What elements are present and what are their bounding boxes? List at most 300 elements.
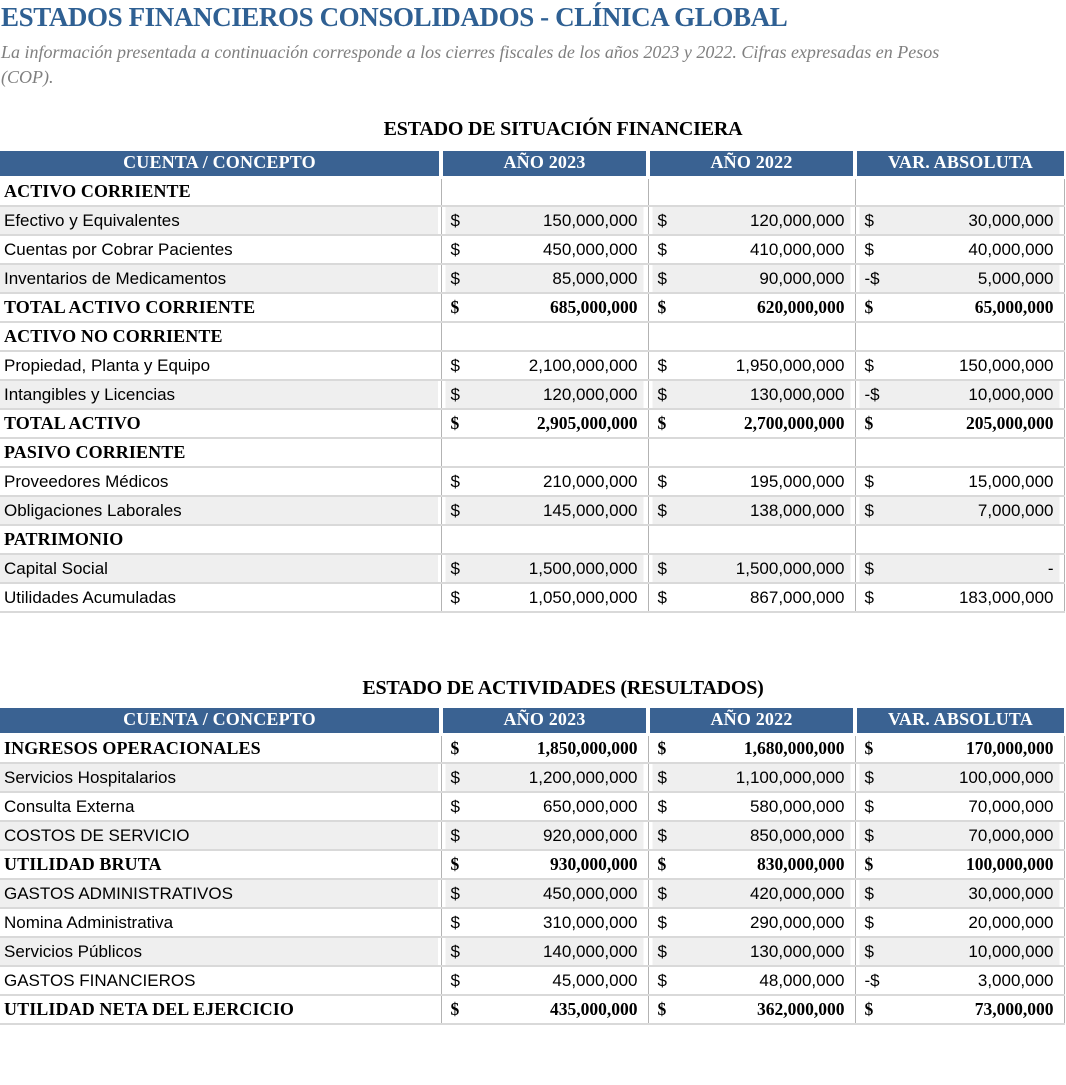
currency-symbol: $: [657, 413, 667, 433]
column-header-2023: AÑO 2023: [441, 708, 648, 734]
column-header-account: CUENTA / CONCEPTO: [0, 151, 441, 177]
amount-value: 1,050,000,000: [528, 587, 638, 607]
amount-value: 70,000,000: [968, 825, 1054, 845]
amount-value: 195,000,000: [749, 471, 845, 491]
variation-amount-cell: [855, 322, 1064, 351]
amount-2023-cell: [441, 966, 648, 995]
subtitle-line-1: La información presentada a continuación corresponde a los cierres fiscales de los años 2023 y 2022. Cifras expresadas en Pesos: [1, 42, 940, 63]
amount-2023-cell: [441, 467, 648, 496]
account-label-cell: [0, 264, 441, 293]
amount-2023-cell: [441, 937, 648, 966]
account-label-cell: [0, 937, 441, 966]
amount-2022-cell: [648, 177, 855, 206]
amount-2022-cell: [648, 583, 855, 612]
amount-2022-cell: [648, 850, 855, 879]
variation-amount-cell: [855, 467, 1064, 496]
amount-value: 435,000,000: [550, 999, 638, 1019]
amount-2022-cell: [648, 879, 855, 908]
currency-symbol: $: [864, 471, 874, 491]
amount-value: 100,000,000: [958, 767, 1054, 787]
account-label: Servicios Públicos: [4, 941, 142, 961]
currency-symbol: $: [657, 941, 667, 961]
account-label: Efectivo y Equivalentes: [4, 210, 180, 230]
amount-value: 85,000,000: [552, 268, 638, 288]
amount-value: 205,000,000: [966, 413, 1054, 433]
currency-symbol: $: [450, 355, 460, 375]
table-row: [0, 995, 1064, 1024]
account-label-cell: [0, 583, 441, 612]
column-header-variation: VAR. ABSOLUTA: [855, 151, 1064, 177]
table-row: [0, 496, 1064, 525]
amount-2022-cell: [648, 409, 855, 438]
amount-2023-cell: [441, 293, 648, 322]
amount-2023-cell: [441, 908, 648, 937]
page-subtitle: [1, 40, 1066, 90]
amount-2022-cell: [648, 908, 855, 937]
currency-symbol: $: [657, 297, 667, 317]
amount-2022-cell: [648, 264, 855, 293]
currency-symbol: $: [657, 500, 667, 520]
variation-amount-cell: [855, 554, 1064, 583]
account-label: Proveedores Médicos: [4, 471, 169, 491]
amount-2022-cell: [648, 734, 855, 763]
amount-2023-cell: [441, 525, 648, 554]
amount-2022-cell: [648, 380, 855, 409]
account-label: INGRESOS OPERACIONALES: [4, 738, 261, 759]
account-label-cell: [0, 850, 441, 879]
account-label-cell: [0, 525, 441, 554]
amount-value: 1,500,000,000: [735, 558, 845, 578]
currency-symbol: $: [450, 767, 460, 787]
subtitle-line-2: (COP).: [1, 67, 54, 88]
amount-value: 10,000,000: [968, 941, 1054, 961]
amount-2022-cell: [648, 525, 855, 554]
currency-symbol: $: [450, 413, 460, 433]
amount-value: 100,000,000: [966, 854, 1054, 874]
variation-amount-cell: [855, 763, 1064, 792]
amount-2022-cell: [648, 351, 855, 380]
table-row: [0, 351, 1064, 380]
amount-2022-cell: [648, 966, 855, 995]
account-label: PATRIMONIO: [4, 529, 124, 549]
amount-value: 40,000,000: [968, 239, 1054, 259]
currency-symbol: $: [450, 210, 460, 230]
amount-value: 120,000,000: [542, 384, 638, 404]
amount-value: 685,000,000: [550, 297, 638, 317]
table-row: [0, 879, 1064, 908]
column-header-2023: AÑO 2023: [441, 151, 648, 177]
variation-amount-cell: [855, 293, 1064, 322]
amount-2023-cell: [441, 235, 648, 264]
account-label-cell: [0, 966, 441, 995]
currency-symbol: $: [450, 999, 460, 1019]
table-row: [0, 322, 1064, 351]
amount-value: 420,000,000: [749, 883, 845, 903]
account-label: TOTAL ACTIVO: [4, 413, 141, 433]
variation-amount-cell: [855, 264, 1064, 293]
amount-2022-cell: [648, 792, 855, 821]
account-label: Inventarios de Medicamentos: [4, 268, 227, 288]
currency-symbol: -$: [864, 970, 880, 990]
currency-symbol: $: [450, 239, 460, 259]
amount-2022-cell: [648, 554, 855, 583]
variation-amount-cell: [855, 937, 1064, 966]
currency-symbol: $: [864, 297, 874, 317]
currency-symbol: $: [864, 825, 874, 845]
account-label: UTILIDAD BRUTA: [4, 854, 162, 874]
amount-value: 48,000,000: [759, 970, 845, 990]
variation-amount-cell: [855, 879, 1064, 908]
amount-value: 73,000,000: [974, 999, 1054, 1019]
income-statement-body: [0, 734, 1064, 1024]
currency-symbol: $: [450, 471, 460, 491]
account-label-cell: [0, 467, 441, 496]
amount-value: 830,000,000: [757, 854, 845, 874]
table-row: [0, 206, 1064, 235]
amount-value: 650,000,000: [542, 796, 638, 816]
amount-value: 580,000,000: [749, 796, 845, 816]
table-row: [0, 850, 1064, 879]
amount-2022-cell: [648, 438, 855, 467]
amount-value: 20,000,000: [968, 912, 1054, 932]
amount-value: 30,000,000: [968, 210, 1054, 230]
variation-amount-cell: [855, 908, 1064, 937]
currency-symbol: -$: [864, 384, 880, 404]
table-row: [0, 763, 1064, 792]
amount-2022-cell: [648, 995, 855, 1024]
amount-value: 1,680,000,000: [743, 738, 845, 759]
variation-amount-cell: [855, 995, 1064, 1024]
amount-value: 30,000,000: [968, 883, 1054, 903]
amount-2023-cell: [441, 380, 648, 409]
amount-value: 920,000,000: [542, 825, 638, 845]
amount-value: 15,000,000: [968, 471, 1054, 491]
amount-2022-cell: [648, 763, 855, 792]
variation-amount-cell: [855, 409, 1064, 438]
currency-symbol: $: [864, 796, 874, 816]
account-label: Nomina Administrativa: [4, 912, 174, 932]
account-label: COSTOS DE SERVICIO: [4, 825, 190, 845]
account-label-cell: [0, 995, 441, 1024]
currency-symbol: $: [450, 825, 460, 845]
amount-2023-cell: [441, 438, 648, 467]
currency-symbol: $: [450, 883, 460, 903]
amount-value: 410,000,000: [749, 239, 845, 259]
currency-symbol: $: [657, 796, 667, 816]
amount-value: 3,000,000: [977, 970, 1054, 990]
amount-2022-cell: [648, 293, 855, 322]
amount-value: 150,000,000: [958, 355, 1054, 375]
currency-symbol: $: [657, 912, 667, 932]
amount-2023-cell: [441, 264, 648, 293]
amount-value: 1,950,000,000: [735, 355, 845, 375]
amount-2023-cell: [441, 821, 648, 850]
column-header-variation: VAR. ABSOLUTA: [855, 708, 1064, 734]
amount-2023-cell: [441, 554, 648, 583]
account-label: Utilidades Acumuladas: [4, 587, 176, 607]
table-header: [0, 151, 1064, 177]
amount-value: 138,000,000: [749, 500, 845, 520]
amount-value: 362,000,000: [757, 999, 845, 1019]
account-label-cell: [0, 879, 441, 908]
currency-symbol: $: [450, 912, 460, 932]
variation-amount-cell: [855, 821, 1064, 850]
currency-symbol: $: [657, 854, 667, 874]
account-label: UTILIDAD NETA DEL EJERCICIO: [4, 999, 294, 1019]
currency-symbol: $: [450, 854, 460, 874]
currency-symbol: $: [864, 912, 874, 932]
variation-amount-cell: [855, 380, 1064, 409]
header-row: [0, 708, 1064, 734]
income-statement-section: [0, 677, 1066, 1025]
currency-symbol: $: [450, 970, 460, 990]
amount-2023-cell: [441, 322, 648, 351]
account-label-cell: [0, 409, 441, 438]
amount-value: 2,905,000,000: [536, 413, 638, 433]
amount-value: 7,000,000: [977, 500, 1054, 520]
variation-amount-cell: [855, 351, 1064, 380]
amount-value: 450,000,000: [542, 883, 638, 903]
table-header: [0, 708, 1064, 734]
account-label-cell: [0, 380, 441, 409]
column-header-2022: AÑO 2022: [648, 151, 855, 177]
table-row: [0, 177, 1064, 206]
account-label-cell: [0, 734, 441, 763]
currency-symbol: $: [657, 239, 667, 259]
balance-sheet-section: [0, 118, 1066, 613]
variation-amount-cell: [855, 438, 1064, 467]
variation-amount-cell: [855, 734, 1064, 763]
table-row: [0, 264, 1064, 293]
amount-value: 450,000,000: [542, 239, 638, 259]
amount-value: 290,000,000: [749, 912, 845, 932]
column-header-2022: AÑO 2022: [648, 708, 855, 734]
currency-symbol: $: [657, 471, 667, 491]
variation-amount-cell: [855, 235, 1064, 264]
currency-symbol: $: [450, 268, 460, 288]
table-row: [0, 380, 1064, 409]
currency-symbol: $: [657, 970, 667, 990]
amount-value: 170,000,000: [966, 738, 1054, 759]
account-label-cell: [0, 438, 441, 467]
amount-value: 150,000,000: [542, 210, 638, 230]
amount-value: 5,000,000: [977, 268, 1054, 288]
amount-value: 10,000,000: [968, 384, 1054, 404]
amount-2022-cell: [648, 235, 855, 264]
currency-symbol: $: [450, 738, 460, 759]
amount-value: 1,200,000,000: [528, 767, 638, 787]
currency-symbol: $: [864, 500, 874, 520]
account-label: TOTAL ACTIVO CORRIENTE: [4, 297, 256, 317]
account-label-cell: [0, 177, 441, 206]
amount-2023-cell: [441, 763, 648, 792]
amount-value: 867,000,000: [749, 587, 845, 607]
amount-value: 70,000,000: [968, 796, 1054, 816]
account-label: Servicios Hospitalarios: [4, 767, 176, 787]
currency-symbol: $: [864, 587, 874, 607]
currency-symbol: $: [450, 796, 460, 816]
column-header-account: CUENTA / CONCEPTO: [0, 708, 441, 734]
variation-amount-cell: [855, 177, 1064, 206]
table-row: [0, 821, 1064, 850]
balance-sheet-table: [0, 151, 1065, 613]
currency-symbol: $: [864, 999, 874, 1019]
amount-2022-cell: [648, 821, 855, 850]
account-label: ACTIVO CORRIENTE: [4, 181, 191, 202]
currency-symbol: $: [864, 413, 874, 433]
currency-symbol: $: [450, 558, 460, 578]
currency-symbol: $: [657, 558, 667, 578]
currency-symbol: $: [864, 854, 874, 874]
table-row: [0, 525, 1064, 554]
account-label-cell: [0, 235, 441, 264]
account-label-cell: [0, 908, 441, 937]
income-statement-table: [0, 708, 1065, 1025]
currency-symbol: $: [657, 268, 667, 288]
amount-value: 140,000,000: [542, 941, 638, 961]
amount-2022-cell: [648, 496, 855, 525]
account-label-cell: [0, 293, 441, 322]
amount-value: 310,000,000: [542, 912, 638, 932]
amount-value: 145,000,000: [542, 500, 638, 520]
table-row: [0, 908, 1064, 937]
table-row: [0, 467, 1064, 496]
account-label-cell: [0, 322, 441, 351]
amount-2022-cell: [648, 937, 855, 966]
account-label: Capital Social: [4, 558, 108, 578]
currency-symbol: $: [864, 239, 874, 259]
currency-symbol: -$: [864, 268, 880, 288]
currency-symbol: $: [864, 355, 874, 375]
amount-2023-cell: [441, 792, 648, 821]
table-row: [0, 409, 1064, 438]
variation-amount-cell: [855, 206, 1064, 235]
currency-symbol: $: [864, 738, 874, 759]
table-row: [0, 438, 1064, 467]
table-row: [0, 235, 1064, 264]
account-label: Cuentas por Cobrar Pacientes: [4, 239, 233, 259]
amount-2023-cell: [441, 206, 648, 235]
amount-value: 850,000,000: [749, 825, 845, 845]
amount-value: 620,000,000: [757, 297, 845, 317]
account-label-cell: [0, 351, 441, 380]
currency-symbol: $: [864, 941, 874, 961]
amount-2023-cell: [441, 177, 648, 206]
amount-2023-cell: [441, 583, 648, 612]
amount-2023-cell: [441, 995, 648, 1024]
amount-value: 210,000,000: [542, 471, 638, 491]
account-label: PASIVO CORRIENTE: [4, 442, 186, 462]
currency-symbol: $: [657, 999, 667, 1019]
account-label: ACTIVO NO CORRIENTE: [4, 326, 223, 346]
amount-2023-cell: [441, 409, 648, 438]
table-row: [0, 937, 1064, 966]
currency-symbol: $: [657, 883, 667, 903]
page-title: ESTADOS FINANCIEROS CONSOLIDADOS - CLÍNICA GLOBAL: [1, 2, 788, 32]
amount-value: 1,100,000,000: [735, 767, 845, 787]
variation-amount-cell: [855, 583, 1064, 612]
table-row: [0, 293, 1064, 322]
income-statement-title: ESTADO DE ACTIVIDADES (RESULTADOS): [362, 677, 764, 699]
amount-2022-cell: [648, 467, 855, 496]
amount-2023-cell: [441, 734, 648, 763]
amount-value: 65,000,000: [974, 297, 1054, 317]
currency-symbol: $: [864, 767, 874, 787]
currency-symbol: $: [450, 500, 460, 520]
table-row: [0, 792, 1064, 821]
currency-symbol: $: [450, 941, 460, 961]
amount-value: 120,000,000: [749, 210, 845, 230]
account-label: Consulta Externa: [4, 796, 135, 816]
amount-value: -: [1047, 558, 1054, 578]
currency-symbol: $: [657, 825, 667, 845]
variation-amount-cell: [855, 525, 1064, 554]
currency-symbol: $: [657, 767, 667, 787]
amount-value: 90,000,000: [759, 268, 845, 288]
currency-symbol: $: [864, 883, 874, 903]
amount-value: 930,000,000: [550, 854, 638, 874]
currency-symbol: $: [657, 384, 667, 404]
amount-value: 2,700,000,000: [743, 413, 845, 433]
table-row: [0, 966, 1064, 995]
currency-symbol: $: [657, 355, 667, 375]
amount-2023-cell: [441, 351, 648, 380]
currency-symbol: $: [657, 738, 667, 759]
variation-amount-cell: [855, 966, 1064, 995]
table-row: [0, 734, 1064, 763]
header-row: [0, 151, 1064, 177]
account-label-cell: [0, 206, 441, 235]
currency-symbol: $: [864, 558, 874, 578]
amount-2022-cell: [648, 206, 855, 235]
balance-sheet-title: ESTADO DE SITUACIÓN FINANCIERA: [383, 118, 743, 140]
currency-symbol: $: [864, 210, 874, 230]
table-row: [0, 583, 1064, 612]
amount-value: 1,850,000,000: [536, 738, 638, 759]
account-label: GASTOS ADMINISTRATIVOS: [4, 883, 233, 903]
amount-value: 130,000,000: [749, 384, 845, 404]
currency-symbol: $: [657, 210, 667, 230]
account-label-cell: [0, 821, 441, 850]
account-label: Obligaciones Laborales: [4, 500, 182, 520]
amount-2022-cell: [648, 322, 855, 351]
account-label-cell: [0, 496, 441, 525]
table-row: [0, 554, 1064, 583]
currency-symbol: $: [450, 297, 460, 317]
amount-value: 2,100,000,000: [528, 355, 638, 375]
amount-2023-cell: [441, 879, 648, 908]
balance-sheet-body: [0, 177, 1064, 612]
variation-amount-cell: [855, 850, 1064, 879]
amount-value: 183,000,000: [958, 587, 1054, 607]
amount-2023-cell: [441, 496, 648, 525]
account-label: GASTOS FINANCIEROS: [4, 970, 196, 990]
amount-value: 45,000,000: [552, 970, 638, 990]
variation-amount-cell: [855, 496, 1064, 525]
variation-amount-cell: [855, 792, 1064, 821]
amount-2023-cell: [441, 850, 648, 879]
amount-value: 1,500,000,000: [528, 558, 638, 578]
account-label-cell: [0, 792, 441, 821]
account-label: Propiedad, Planta y Equipo: [4, 355, 211, 375]
currency-symbol: $: [450, 384, 460, 404]
currency-symbol: $: [450, 587, 460, 607]
account-label: Intangibles y Licencias: [4, 384, 176, 404]
amount-value: 130,000,000: [749, 941, 845, 961]
account-label-cell: [0, 763, 441, 792]
account-label-cell: [0, 554, 441, 583]
currency-symbol: $: [657, 587, 667, 607]
